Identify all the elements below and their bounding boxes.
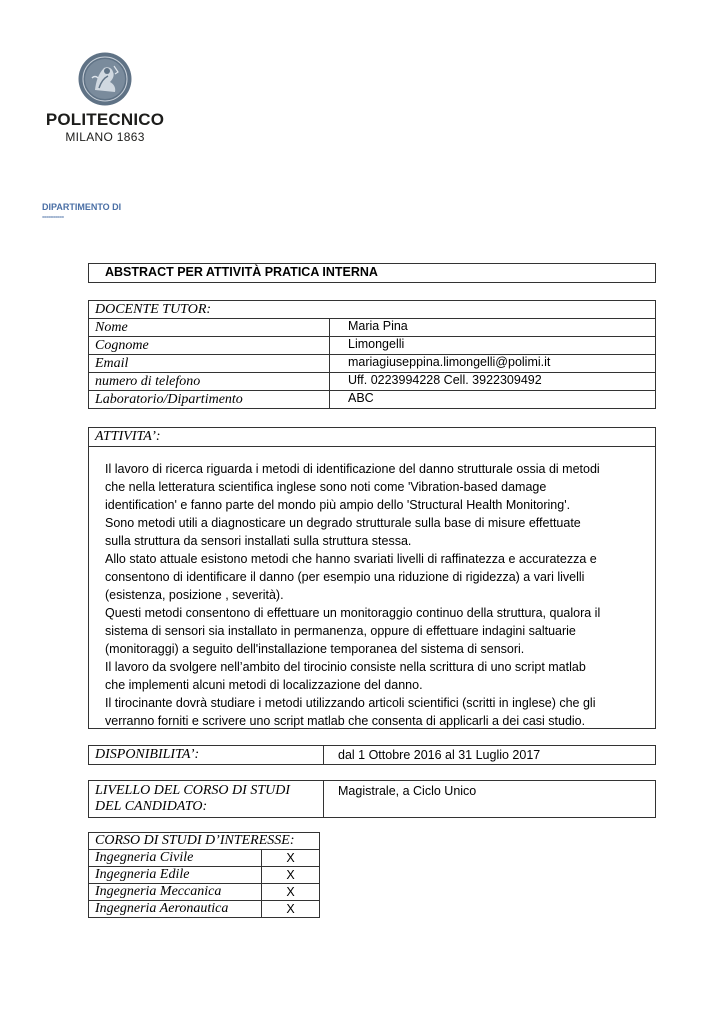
table-row	[89, 319, 656, 337]
corso-mark: X	[262, 867, 320, 884]
tutor-header-row	[89, 301, 656, 319]
text-line: (monitoraggi) a seguito dell'installazione temporanea del sistema di sensori.	[105, 642, 525, 656]
text-line: consentono di identificare il danno (per esempio una riduzione di rigidezza) a vari livelli	[105, 570, 585, 584]
text-line: che nella letteratura scientifica inglese sono noti come 'Vibration-based damage	[105, 480, 547, 494]
department-label: DIPARTIMENTO DI	[42, 202, 122, 212]
text-line: sulla struttura da sensori installati sulla struttura stessa.	[105, 534, 412, 548]
corsi-header-row	[89, 833, 320, 850]
corso-mark: X	[262, 901, 320, 918]
livello-label	[89, 781, 324, 818]
attivita-header: ATTIVITA’:	[95, 429, 161, 444]
text-line: sistema di sensori sia installato in permanenza, oppure di effettuare indagini saltuarie	[105, 624, 576, 638]
corso-label: Ingegneria Aeronautica	[89, 901, 262, 918]
livello-label-line: DEL CANDIDATO:	[95, 799, 208, 814]
text-line: Questi metodi consentono di effettuare un monitoraggio continuo della struttura, qualora il	[105, 606, 601, 620]
tutor-table	[88, 300, 656, 409]
corso-label: Ingegneria Edile	[89, 867, 262, 884]
tutor-email-value: mariagiuseppina.limongelli@polimi.it	[330, 355, 656, 373]
tutor-label: Laboratorio/Dipartimento	[89, 391, 330, 409]
corsi-table	[88, 832, 320, 918]
text-line: identification' e fanno parte del mondo più ampio dello 'Structural Health Monitoring'.	[105, 498, 571, 512]
corso-label: Ingegneria Civile	[89, 850, 262, 867]
tutor-value: Maria Pina	[330, 319, 656, 337]
table-row	[89, 355, 656, 373]
tutor-value: ABC	[330, 391, 656, 409]
abstract-title: ABSTRACT PER ATTIVITÀ PRATICA INTERNA	[105, 265, 378, 279]
corsi-header: CORSO DI STUDI D’INTERESSE:	[89, 833, 320, 850]
text-line: verranno forniti e scrivere uno script matlab che consenta di applicarli a dei casi studio.	[105, 714, 586, 728]
tutor-label: Nome	[89, 319, 330, 337]
text-line: Il tirocinante dovrà studiare i metodi utilizzando articoli scientifici (scritti in inglese) che gli	[105, 696, 596, 710]
table-row	[89, 781, 656, 818]
department-value: ----------	[42, 212, 64, 221]
text-line: Allo stato attuale esistono metodi che hanno svariati livelli di raffinatezza e accuratezza e	[105, 552, 597, 566]
text-line: (esistenza, posizione , severità).	[105, 588, 284, 602]
table-row	[89, 391, 656, 409]
table-row	[89, 884, 320, 901]
tutor-header: DOCENTE TUTOR:	[89, 301, 656, 319]
divider	[88, 446, 656, 447]
text-line: Il lavoro da svolgere nell’ambito del tirocinio consiste nella scrittura di uno script matlab	[105, 660, 586, 674]
disponibilita-value: dal 1 Ottobre 2016 al 31 Luglio 2017	[324, 746, 656, 765]
politecnico-seal-logo	[78, 52, 132, 106]
tutor-label: Cognome	[89, 337, 330, 355]
table-row	[89, 373, 656, 391]
disponibilita-table	[88, 745, 656, 765]
livello-value: Magistrale, a Ciclo Unico	[324, 781, 656, 818]
tutor-value: Limongelli	[330, 337, 656, 355]
livello-table	[88, 780, 656, 818]
corso-mark: X	[262, 884, 320, 901]
disponibilita-label: DISPONIBILITA’:	[89, 746, 324, 765]
tutor-label: Email	[89, 355, 330, 373]
text-line: che implementi alcuni metodi di localizzazione del danno.	[105, 678, 423, 692]
logo-name: POLITECNICO	[45, 110, 165, 129]
table-row	[89, 867, 320, 884]
table-row	[89, 746, 656, 765]
table-row	[89, 337, 656, 355]
text-line: Sono metodi utili a diagnosticare un degrado strutturale sulla base di misure effettuate	[105, 516, 581, 530]
livello-label-line: LIVELLO DEL CORSO DI STUDI	[95, 783, 290, 798]
attivita-description	[105, 460, 645, 730]
logo-subtitle: MILANO 1863	[65, 130, 145, 144]
text-line: Il lavoro di ricerca riguarda i metodi di identificazione del danno strutturale ossia di metodi	[105, 462, 600, 476]
tutor-label: numero di telefono	[89, 373, 330, 391]
table-row	[89, 901, 320, 918]
tutor-phone-value: Uff. 0223994228 Cell. 3922309492	[330, 373, 656, 391]
corso-label: Ingegneria Meccanica	[89, 884, 262, 901]
corso-mark: X	[262, 850, 320, 867]
table-row	[89, 850, 320, 867]
